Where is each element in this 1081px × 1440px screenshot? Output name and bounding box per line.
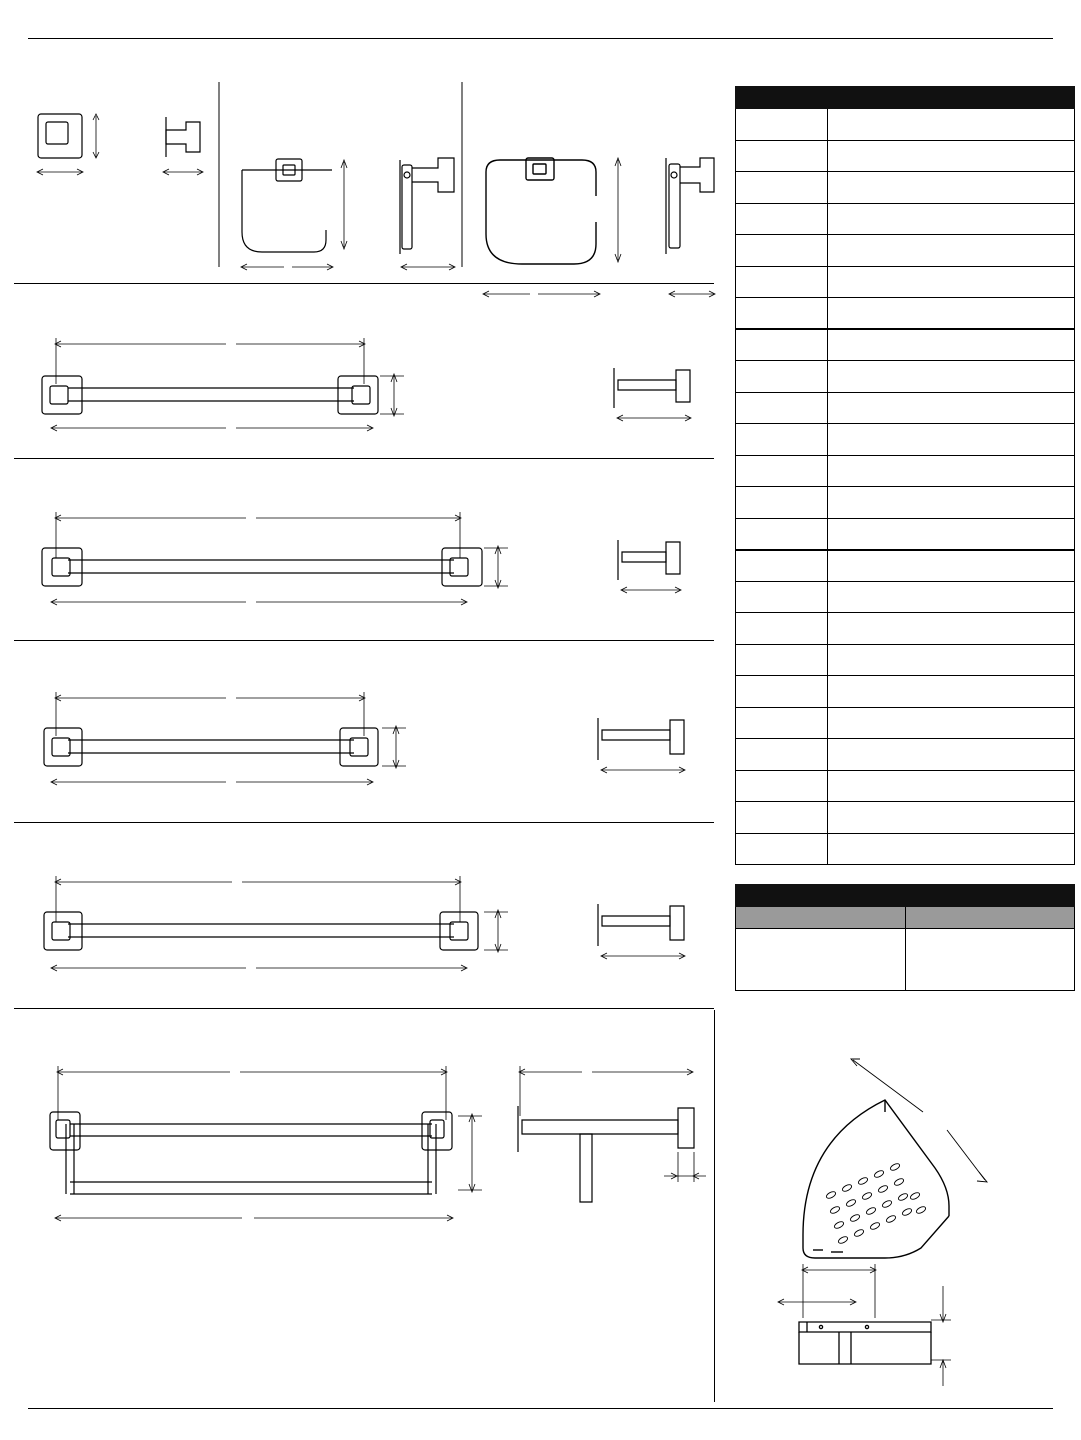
spec-cell-desc [828,770,1075,802]
drawing-towel-bar-4 [14,838,714,1008]
spec-cell-desc [828,424,1075,456]
spec-cell-code [736,203,828,235]
finish-table-body [736,885,1075,991]
spec-cell-code [736,550,828,582]
section-divider-2 [14,458,714,459]
spec-cell-desc [828,329,1075,361]
table-row [736,833,1075,865]
table-row [736,929,1075,991]
spec-cell-desc [828,392,1075,424]
table-row [736,172,1075,204]
spec-cell-desc [828,203,1075,235]
spec-cell-code [736,424,828,456]
shelf-side-view [518,1106,694,1202]
bar1-top-dimension [55,338,365,384]
bar3-svg [14,656,714,821]
table-row [736,266,1075,298]
section-divider-4 [14,822,714,823]
spec-table-body [736,87,1075,865]
table-row [736,707,1075,739]
bar2-height-dimension [484,546,508,588]
spec-cell-desc [828,613,1075,645]
towel-ring-front-dimensions [483,158,621,297]
section-divider-3 [14,640,714,641]
spec-cell-code [736,266,828,298]
spec-cell-code [736,833,828,865]
shelf-height-dimension [458,1114,482,1192]
shelf-svg [14,1024,714,1354]
table-row [736,298,1075,330]
bar1-overall-dimension [51,425,373,431]
spec-cell-desc [828,739,1075,771]
spec-cell-code [736,109,828,141]
spec-cell-desc [828,550,1075,582]
bar1-side-view [614,368,690,408]
spec-header-col1 [736,87,828,109]
bar1-front-view [42,376,378,414]
bar4-overall-dimension [51,965,467,971]
spec-cell-desc [828,361,1075,393]
table-row [736,802,1075,834]
spec-cell-desc [828,298,1075,330]
table-row [736,518,1075,550]
spec-cell-desc [828,140,1075,172]
spec-cell-code [736,172,828,204]
drawings-column [14,62,714,1402]
panel-divider-3 [714,1010,715,1402]
corner-shelf-leader-dimensions [851,1059,987,1182]
spec-cell-desc [828,487,1075,519]
bar1-side-dimension [617,415,691,421]
finish-cell-col2 [905,929,1075,991]
paper-holder-front-view [242,159,332,252]
table-row [736,644,1075,676]
table-row [736,109,1075,141]
bar3-front-view [44,728,378,766]
bar3-height-dimension [382,726,406,768]
finish-table [735,884,1075,991]
spec-table-wrapper [735,86,1075,865]
bar2-top-dimension [55,512,461,558]
spec-cell-desc [828,833,1075,865]
bar3-side-view [598,718,684,760]
paper-holder-side-view [400,158,454,254]
table-row [736,739,1075,771]
finish-table-header-row [736,907,1075,929]
bar4-top-dimension [55,876,461,922]
spec-cell-desc [828,455,1075,487]
robe-hook-side-dimension [163,169,203,175]
spec-cell-code [736,140,828,172]
finish-table-wrapper [735,884,1075,991]
finish-header-col2 [905,907,1075,929]
robe-hook-side-view [166,117,200,157]
drawing-towel-bar-3 [14,656,714,821]
spec-cell-code [736,329,828,361]
paper-holder-front-dimensions [241,160,347,270]
bar2-svg [14,474,714,639]
spec-cell-code [736,707,828,739]
table-row [736,203,1075,235]
spec-cell-code [736,676,828,708]
table-row [736,392,1075,424]
table-row [736,140,1075,172]
spec-cell-desc [828,235,1075,267]
table-row [736,235,1075,267]
shelf-overall-dimension [55,1215,453,1221]
bar1-height-dimension [380,374,404,416]
spec-cell-desc [828,109,1075,141]
drawing-towel-shelf [14,1024,714,1354]
spec-cell-desc [828,644,1075,676]
corner-shelf-elevation-view [799,1322,931,1364]
bar2-overall-dimension [51,599,467,605]
bar3-overall-dimension [51,779,373,785]
shelf-side-top-dimension [519,1066,693,1116]
drawing-towel-bar-2 [14,474,714,639]
table-row [736,770,1075,802]
spec-cell-desc [828,518,1075,550]
bar2-side-view [618,540,680,580]
row1-svg [14,62,714,282]
spec-cell-code [736,361,828,393]
corner-shelf-svg [735,1020,1075,1410]
table-row [736,613,1075,645]
robe-hook-front-view [38,114,82,158]
finish-table-banner-row [736,885,1075,907]
corner-shelf-elevation-dimensions [778,1264,951,1386]
top-divider-rule [28,38,1053,39]
corner-shelf-isometric-view [803,1100,949,1258]
bar2-front-view [42,548,482,586]
spec-cell-desc [828,172,1075,204]
spec-table [735,86,1075,865]
towel-ring-front-view [486,158,596,264]
drawing-corner-shelf [735,1020,1075,1410]
spec-header-col2 [828,87,1075,109]
spec-cell-desc [828,707,1075,739]
spec-cell-desc [828,802,1075,834]
bar2-side-dimension [621,587,681,593]
paper-holder-side-dimension [401,264,455,270]
bar1-svg [14,298,714,458]
spec-cell-desc [828,581,1075,613]
table-row [736,455,1075,487]
spec-table-header-row [736,87,1075,109]
towel-ring-side-view [666,158,714,254]
shelf-side-depth-dimension [664,1152,706,1182]
corner-shelf-perforation-pattern [825,1162,926,1244]
table-row [736,329,1075,361]
drawing-row-hook-paper-ring [14,62,714,282]
finish-table-banner [736,885,1075,907]
table-row [736,676,1075,708]
table-row [736,361,1075,393]
shelf-top-dimension [57,1066,447,1120]
spec-cell-code [736,770,828,802]
spec-cell-code [736,235,828,267]
section-divider-5 [14,1008,714,1009]
towel-ring-side-dimension [669,291,715,297]
spec-cell-code [736,518,828,550]
table-row [736,550,1075,582]
section-divider-1 [14,283,714,284]
bar3-top-dimension [55,692,365,736]
spec-cell-code [736,739,828,771]
table-row [736,487,1075,519]
finish-header-col1 [736,907,906,929]
spec-cell-code [736,802,828,834]
bar4-svg [14,838,714,1008]
bar3-side-dimension [601,767,685,773]
bar4-side-dimension [601,953,685,959]
spec-cell-code [736,298,828,330]
spec-cell-desc [828,266,1075,298]
spec-cell-code [736,487,828,519]
spec-cell-code [736,392,828,424]
drawing-towel-bar-1 [14,298,714,458]
table-row [736,581,1075,613]
bar4-height-dimension [484,910,508,952]
spec-cell-code [736,455,828,487]
spec-cell-desc [828,676,1075,708]
spec-cell-code [736,644,828,676]
spec-cell-code [736,581,828,613]
bar4-front-view [44,912,478,950]
table-row [736,424,1075,456]
spec-cell-code [736,613,828,645]
shelf-front-view [50,1112,452,1194]
finish-cell-col1 [736,929,906,991]
bar4-side-view [598,904,684,946]
